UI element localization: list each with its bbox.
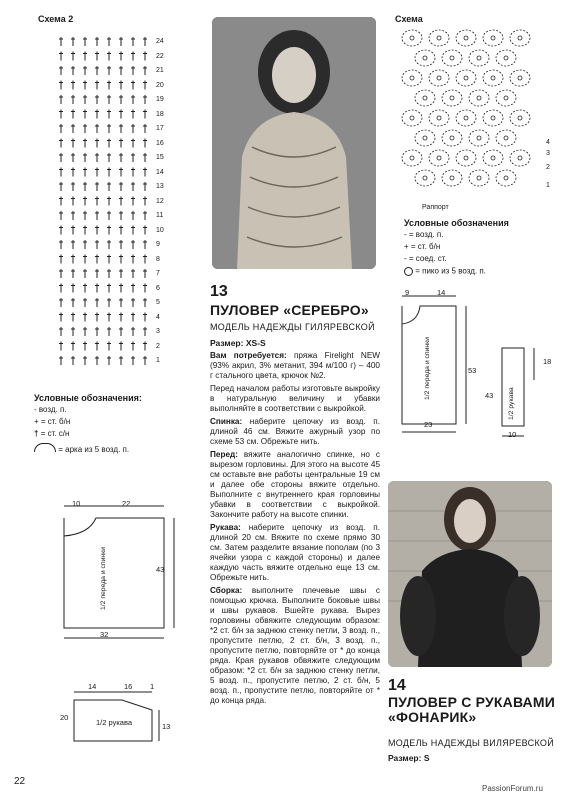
- dim-label: 53: [468, 366, 477, 375]
- article-body: [210, 351, 380, 706]
- para-text: пряжа Firelight NEW (93% акрил, 3% метанит, 394 м/100 г) – 400 г стального цвета, крючок №2.: [210, 351, 381, 380]
- picot-mark: [410, 76, 414, 80]
- article-author: МОДЕЛЬ НАДЕЖДЫ ВИЛЯРЕВСКОЙ: [388, 738, 554, 748]
- lace-cell: [402, 30, 422, 46]
- para-lead: Рукава:: [210, 523, 241, 532]
- picot-mark: [491, 36, 495, 40]
- sleeves-paragraph: [210, 523, 380, 583]
- photo-model-14: [388, 481, 552, 667]
- dim-label: 23: [424, 420, 433, 429]
- dim-label: 43: [156, 565, 165, 574]
- picot-mark: [450, 56, 454, 60]
- dim-label: 1: [150, 682, 155, 691]
- crochet-chart-1: [398, 28, 536, 206]
- size-label: Размер:: [388, 753, 422, 763]
- lace-cell: [402, 110, 422, 126]
- legend-item-label: = арка из 5 возд. п.: [58, 445, 130, 454]
- dim-label: 10: [72, 499, 81, 508]
- picot-mark: [437, 76, 441, 80]
- picot-mark: [518, 36, 522, 40]
- row-number: 10: [156, 226, 164, 234]
- row-number: 20: [156, 81, 164, 89]
- photo-illustration: [388, 481, 552, 667]
- picot-mark: [437, 116, 441, 120]
- picot-mark: [518, 116, 522, 120]
- row-number: 1: [156, 357, 160, 364]
- legend-title: Условные обозначения:: [34, 393, 142, 403]
- para-lead: Спинка:: [210, 417, 243, 426]
- picot-symbol: [404, 267, 413, 276]
- lace-cell: [402, 70, 422, 86]
- legend-item-dc: [34, 430, 69, 439]
- size-value: XS-S: [245, 338, 266, 348]
- rapport-label: Раппорт: [422, 204, 449, 211]
- lace-cell: [429, 150, 449, 166]
- picot-mark: [491, 76, 495, 80]
- picot-mark: [491, 156, 495, 160]
- lace-cell: [429, 70, 449, 86]
- legend-item-label: = ст. с/н: [40, 429, 70, 438]
- picot-mark: [423, 56, 427, 60]
- lace-cell: [469, 90, 489, 106]
- legend-item-label: = пико из 5 возд. п.: [415, 266, 486, 276]
- lace-cell: [456, 30, 476, 46]
- legend-item-picot: [404, 267, 486, 276]
- row-number: 2: [156, 342, 160, 350]
- picot-mark: [450, 176, 454, 180]
- assembly-paragraph: [210, 586, 380, 706]
- dim-label: 18: [543, 357, 552, 366]
- dim-label: 16: [124, 682, 133, 691]
- lace-cell: [483, 70, 503, 86]
- para-lead: Вам потребуется:: [210, 351, 287, 360]
- legend-title: Условные обозначения: [404, 218, 509, 228]
- photo-model-13: [212, 17, 376, 269]
- row-number: 17: [156, 125, 164, 132]
- lace-cell: [442, 50, 462, 66]
- picot-mark: [477, 136, 481, 140]
- lace-cell: [456, 70, 476, 86]
- crochet-chart-2: [55, 33, 155, 378]
- dim-label: 10: [508, 430, 517, 439]
- picot-mark: [504, 136, 508, 140]
- picot-mark: [410, 156, 414, 160]
- lace-cell: [415, 170, 435, 186]
- legend-item-arch: [34, 443, 129, 455]
- picot-mark: [450, 96, 454, 100]
- para-lead: Перед:: [210, 450, 238, 459]
- lace-cell: [429, 30, 449, 46]
- lace-cell: [469, 170, 489, 186]
- picot-mark: [437, 156, 441, 160]
- dim-label: 14: [88, 682, 97, 691]
- row-number: 3: [546, 150, 550, 157]
- pattern-label: 1/2 рукава: [96, 718, 133, 727]
- row-number: 9: [156, 241, 160, 248]
- picot-mark: [518, 76, 522, 80]
- picot-mark: [477, 176, 481, 180]
- legend-item: - возд. п.: [34, 405, 67, 414]
- dim-label: 9: [405, 288, 410, 297]
- article-number: 13: [210, 283, 228, 300]
- lace-cell: [429, 110, 449, 126]
- dim-label: 32: [100, 630, 109, 639]
- dim-label: 43: [485, 391, 494, 400]
- lace-cell: [415, 90, 435, 106]
- lace-cell: [442, 130, 462, 146]
- dim-label: 14: [437, 288, 446, 297]
- lace-cell: [496, 170, 516, 186]
- pattern-label: 1/2 переда и спинки: [424, 337, 431, 400]
- lace-cell: [496, 90, 516, 106]
- row-number: 15: [156, 154, 164, 161]
- para-text: Перед началом работы изготовьте выкройку в натуральную величину и убавки выполняйте в соответствии с выкройкой.: [210, 384, 380, 413]
- pattern-front-back-left: [54, 498, 184, 643]
- lace-cell: [483, 150, 503, 166]
- row-number: 6: [156, 284, 160, 292]
- picot-mark: [477, 56, 481, 60]
- picot-mark: [504, 176, 508, 180]
- lace-cell: [510, 30, 530, 46]
- lace-cell: [456, 150, 476, 166]
- lace-cell: [483, 30, 503, 46]
- photo-illustration: [212, 17, 376, 269]
- article-author: МОДЕЛЬ НАДЕЖДЫ ГИЛЯРЕВСКОЙ: [210, 322, 375, 332]
- pattern-label: 1/2 рукава: [508, 387, 515, 420]
- row-number: 4: [546, 139, 550, 146]
- intro-paragraph: [210, 384, 380, 414]
- row-number: 19: [156, 96, 164, 103]
- schema-2-title: Схема 2: [38, 14, 74, 24]
- arch-symbol: [34, 443, 56, 452]
- picot-mark: [464, 36, 468, 40]
- picot-mark: [464, 156, 468, 160]
- lace-cell: [510, 150, 530, 166]
- lace-cell: [496, 130, 516, 146]
- lace-cell: [415, 50, 435, 66]
- row-number: 24: [156, 38, 164, 45]
- para-lead: Сборка:: [210, 586, 243, 595]
- row-number: 3: [156, 328, 160, 335]
- lace-cell: [510, 110, 530, 126]
- size-line: [388, 753, 430, 763]
- picot-mark: [423, 176, 427, 180]
- dim-label: 20: [60, 713, 69, 722]
- row-number: 7: [156, 270, 160, 277]
- lace-cell: [442, 170, 462, 186]
- picot-mark: [491, 116, 495, 120]
- row-number: 22: [156, 52, 164, 60]
- picot-mark: [410, 116, 414, 120]
- schema-title: Схема: [395, 14, 423, 24]
- row-number: 2: [546, 164, 550, 171]
- lace-cell: [496, 50, 516, 66]
- lace-cell: [456, 110, 476, 126]
- picot-mark: [450, 136, 454, 140]
- row-number: 11: [156, 212, 164, 219]
- row-number: 14: [156, 168, 164, 176]
- lace-cell: [469, 130, 489, 146]
- para-text: выполните плечевые швы с помощью крючка. Выполните боковые швы и швы рукавов. Вшейте рукава. Вырез горловины обвяжите следующим образом: *2 ст. б/н за заднюю стенку петли, 3 возд. п., пропустите петлю, 2 ст. б/н, 3 возд. п., пропустите петлю, повторяйте от * до конца ряда. Края рукавов обвяжите следующим образом: *2 ст. б/н за заднюю стенку петли, 5 возд. п., пропустите петлю, 2 ст. б/н, 5 возд. п., пропустите петлю, повторяйте от * до конца ряда.: [210, 586, 380, 705]
- lace-cell: [469, 50, 489, 66]
- row-number: 8: [156, 255, 160, 263]
- article-number: 14: [388, 677, 406, 694]
- lace-cell: [402, 150, 422, 166]
- dim-label: 22: [122, 499, 131, 508]
- para-text: наберите цепочку из возд. п. длиной 46 см. Вяжите ажурный узор по схеме 53 см. Обрежьте нить.: [210, 417, 380, 446]
- pattern-label: 1/2 переда и спинки: [100, 547, 107, 610]
- page-number: 22: [14, 776, 26, 787]
- legend-item: + = ст. б/н: [404, 242, 441, 251]
- lace-cell: [510, 70, 530, 86]
- dim-label: 13: [162, 722, 171, 731]
- row-number: 12: [156, 197, 164, 205]
- row-number: 13: [156, 183, 164, 190]
- row-number: 4: [156, 313, 160, 321]
- dc-symbol: †: [34, 429, 39, 438]
- row-number: 5: [156, 299, 160, 306]
- picot-mark: [504, 96, 508, 100]
- lace-cell: [442, 90, 462, 106]
- row-number: 21: [156, 67, 164, 74]
- back-paragraph: [210, 417, 380, 447]
- size-label: Размер:: [210, 338, 244, 348]
- front-paragraph: [210, 450, 380, 520]
- legend-item: - = возд. п.: [404, 230, 444, 239]
- picot-mark: [437, 36, 441, 40]
- row-number: 1: [546, 182, 550, 189]
- picot-mark: [410, 36, 414, 40]
- materials-paragraph: [210, 351, 380, 381]
- legend-item: - = соед. ст.: [404, 254, 447, 263]
- picot-mark: [504, 56, 508, 60]
- size-value: S: [423, 753, 430, 763]
- picot-mark: [477, 96, 481, 100]
- para-text: наберите цепочку из возд. п. длиной 20 см. Вяжите по схеме прямо 30 см. Затем разделите вязание пополам (по 3 ячейки узора с каждой стороны) и далее каждую часть вяжите отдельно еще 13 см. Обрежьте нить.: [210, 523, 380, 582]
- row-number: 16: [156, 139, 164, 147]
- pattern-front-back-right: [390, 286, 480, 436]
- article-title: ПУЛОВЕР «СЕРЕБРО»: [210, 302, 369, 318]
- picot-mark: [464, 116, 468, 120]
- size-line: [210, 338, 266, 348]
- picot-mark: [423, 96, 427, 100]
- article-title: ПУЛОВЕР С РУКАВАМИ «ФОНАРИК»: [388, 694, 555, 725]
- picot-mark: [423, 136, 427, 140]
- lace-cell: [483, 110, 503, 126]
- para-text: вяжите аналогично спинке, но с вырезом горловины. Для этого на высоте 45 см оставьте вне работы центральные 19 см и далее обе стороны вяжите отдельно. Выполните с внутреннего края горловины убавки в соответствии с выкройкой. Закончите работу на высоте спинки.: [210, 450, 380, 519]
- lace-cell: [415, 130, 435, 146]
- watermark: PassionForum.ru: [482, 784, 543, 793]
- picot-mark: [518, 156, 522, 160]
- row-number: 18: [156, 110, 164, 118]
- legend-item: + = ст. б/н: [34, 417, 71, 426]
- picot-mark: [464, 76, 468, 80]
